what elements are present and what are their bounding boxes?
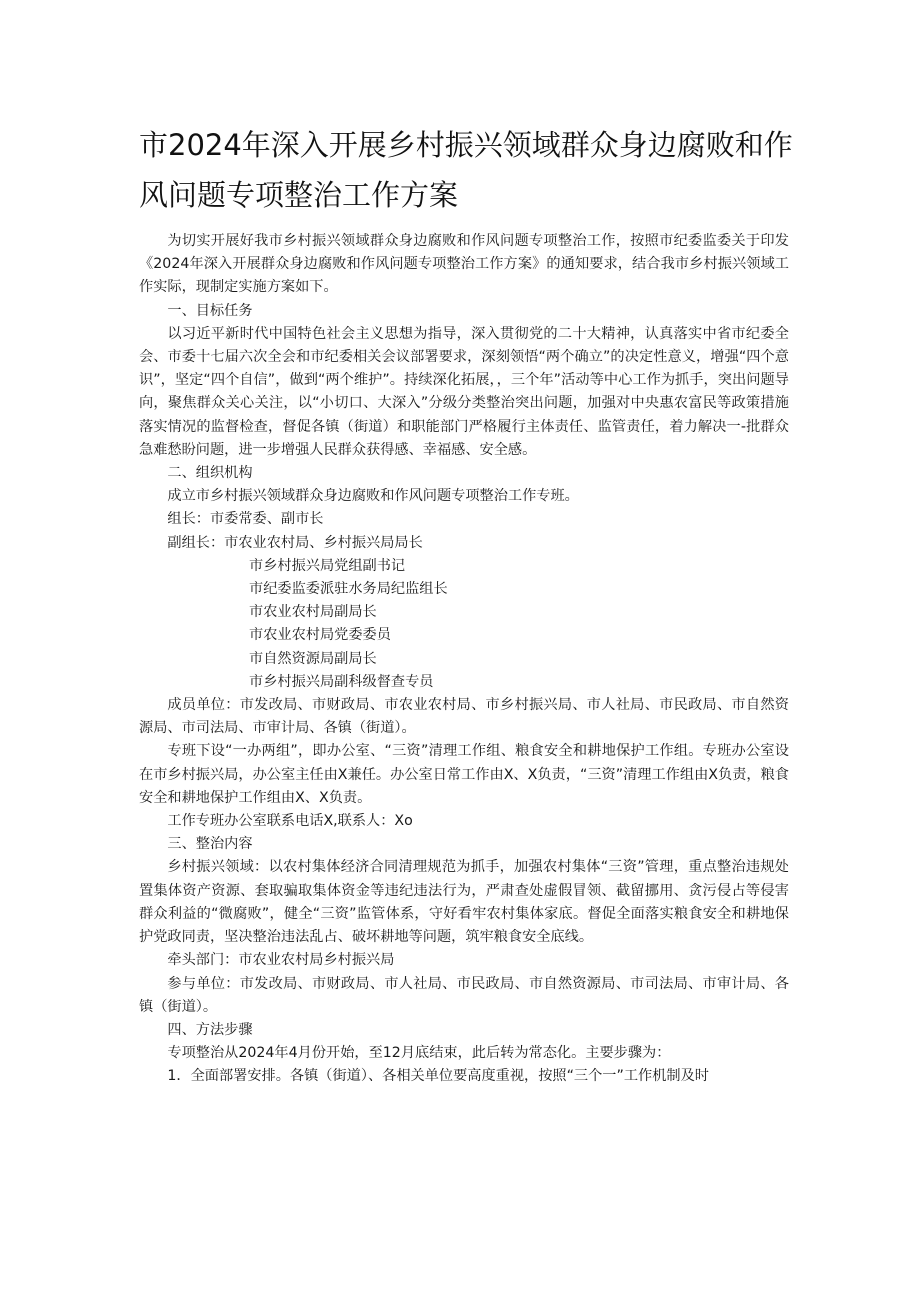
lead-department: 牵头部门：市农业农村局乡村振兴局 <box>167 952 395 969</box>
step-1: 1．全面部署安排。各镇（街道）、各相关单位要高度重视，按照“三个一”工作机制及时 <box>167 1068 709 1085</box>
title-line-1: 市2024年深入开展乡村振兴领域群众身边腐败和作 <box>139 128 793 162</box>
document-body <box>139 230 789 1089</box>
organization-paragraph: 成立市乡村振兴领域群众身边腐败和作风问题专项整治工作专班。 <box>167 488 579 505</box>
deputy-leader: 副组长：市农业农村局、乡村振兴局局长 <box>167 534 423 551</box>
goals-paragraph: 以习近平新时代中国特色社会主义思想为指导，深入贯彻党的二十大精神，认真落实中省市纪委全会、市委十七届六次全会和市纪委相关会议部署要求，深刻领悟“两个确立”的决定性意义，增强“四个意识”，坚定“四个自信”，做到“两个维护”。持续深化拓展，，三个年”活动等中心工作为抓手，突出问题导向，聚焦群众关心关注，以“小切口、大深入”分级分类整治突出问题，加强对中央惠农富民等政策措施落实情况的监督检查，督促各镇（街道）和职能部门严格履行主体责任、监管责任，着力解决一-批群众急难愁盼问题，进一步增强人民群众获得感、幸福感、安全感。 <box>139 325 789 458</box>
group-leader: 组长：市委常委、副市长 <box>167 511 324 528</box>
section-heading-steps: 四、方法步骤 <box>167 1021 253 1038</box>
member-units: 成员单位：市发改局、市财政局、市农业农村局、市乡村振兴局、市人社局、市民政局、市自然资源局、市司法局、市审计局、各镇（街道）。 <box>139 697 789 737</box>
deputy-item: 市自然资源局副局长 <box>249 650 377 667</box>
intro-paragraph: 为切实开展好我市乡村振兴领域群众身边腐败和作风问题专项整治工作，按照市纪委监委关于印发《2024年深入开展群众身边腐败和作风问题专项整治工作方案》的通知要求，结合我市乡村振兴领域工作实际，现制定实施方案如下。 <box>139 233 789 296</box>
deputy-item: 市乡村振兴局副科级督查专员 <box>249 673 434 690</box>
content-paragraph: 乡村振兴领域：以农村集体经济合同清理规范为抓手，加强农村集体“三资”管理，重点整治违规处置集体资产资源、套取骗取集体资金等违纪违法行为，严肃查处虚假冒领、截留挪用、贪污侵占等侵害群众利益的“微腐败”，健全“三资”监管体系，守好看牢农村集体家底。督促全面落实粮食安全和耕地保护党政同责，坚决整治违法乱占、破坏耕地等问题，筑牢粮食安全底线。 <box>139 859 789 946</box>
section-heading-organization: 二、组织机构 <box>167 465 253 482</box>
document-title <box>139 120 799 220</box>
section-heading-content: 三、整治内容 <box>167 836 253 853</box>
task-force-setup: 专班下设“一办两组”，即办公室、“三资”清理工作组、粮食安全和耕地保护工作组。专班办公室设在市乡村振兴局，办公室主任由X兼任。办公室日常工作由X、X负责，“三资”清理工作组由X负责，粮食安全和耕地保护工作组由X、X负责。 <box>139 743 789 806</box>
deputy-item: 市农业农村局党委委员 <box>249 627 391 644</box>
title-line-2: 风问题专项整治工作方案 <box>139 178 459 212</box>
deputy-item: 市纪委监委派驻水务局纪监组长 <box>249 581 448 598</box>
participating-units: 参与单位：市发改局、市财政局、市人社局、市民政局、市自然资源局、市司法局、市审计局、各镇（街道）。 <box>139 975 789 1015</box>
section-heading-goals: 一、目标任务 <box>167 302 253 319</box>
deputy-item: 市农业农村局副局长 <box>249 604 377 621</box>
deputy-item: 市乡村振兴局党组副书记 <box>249 557 406 574</box>
contact-line: 工作专班办公室联系电话X,联系人：Xo <box>167 813 413 830</box>
steps-intro: 专项整治从2024年4月份开始，至12月底结束，此后转为常态化。主要步骤为： <box>167 1045 671 1062</box>
